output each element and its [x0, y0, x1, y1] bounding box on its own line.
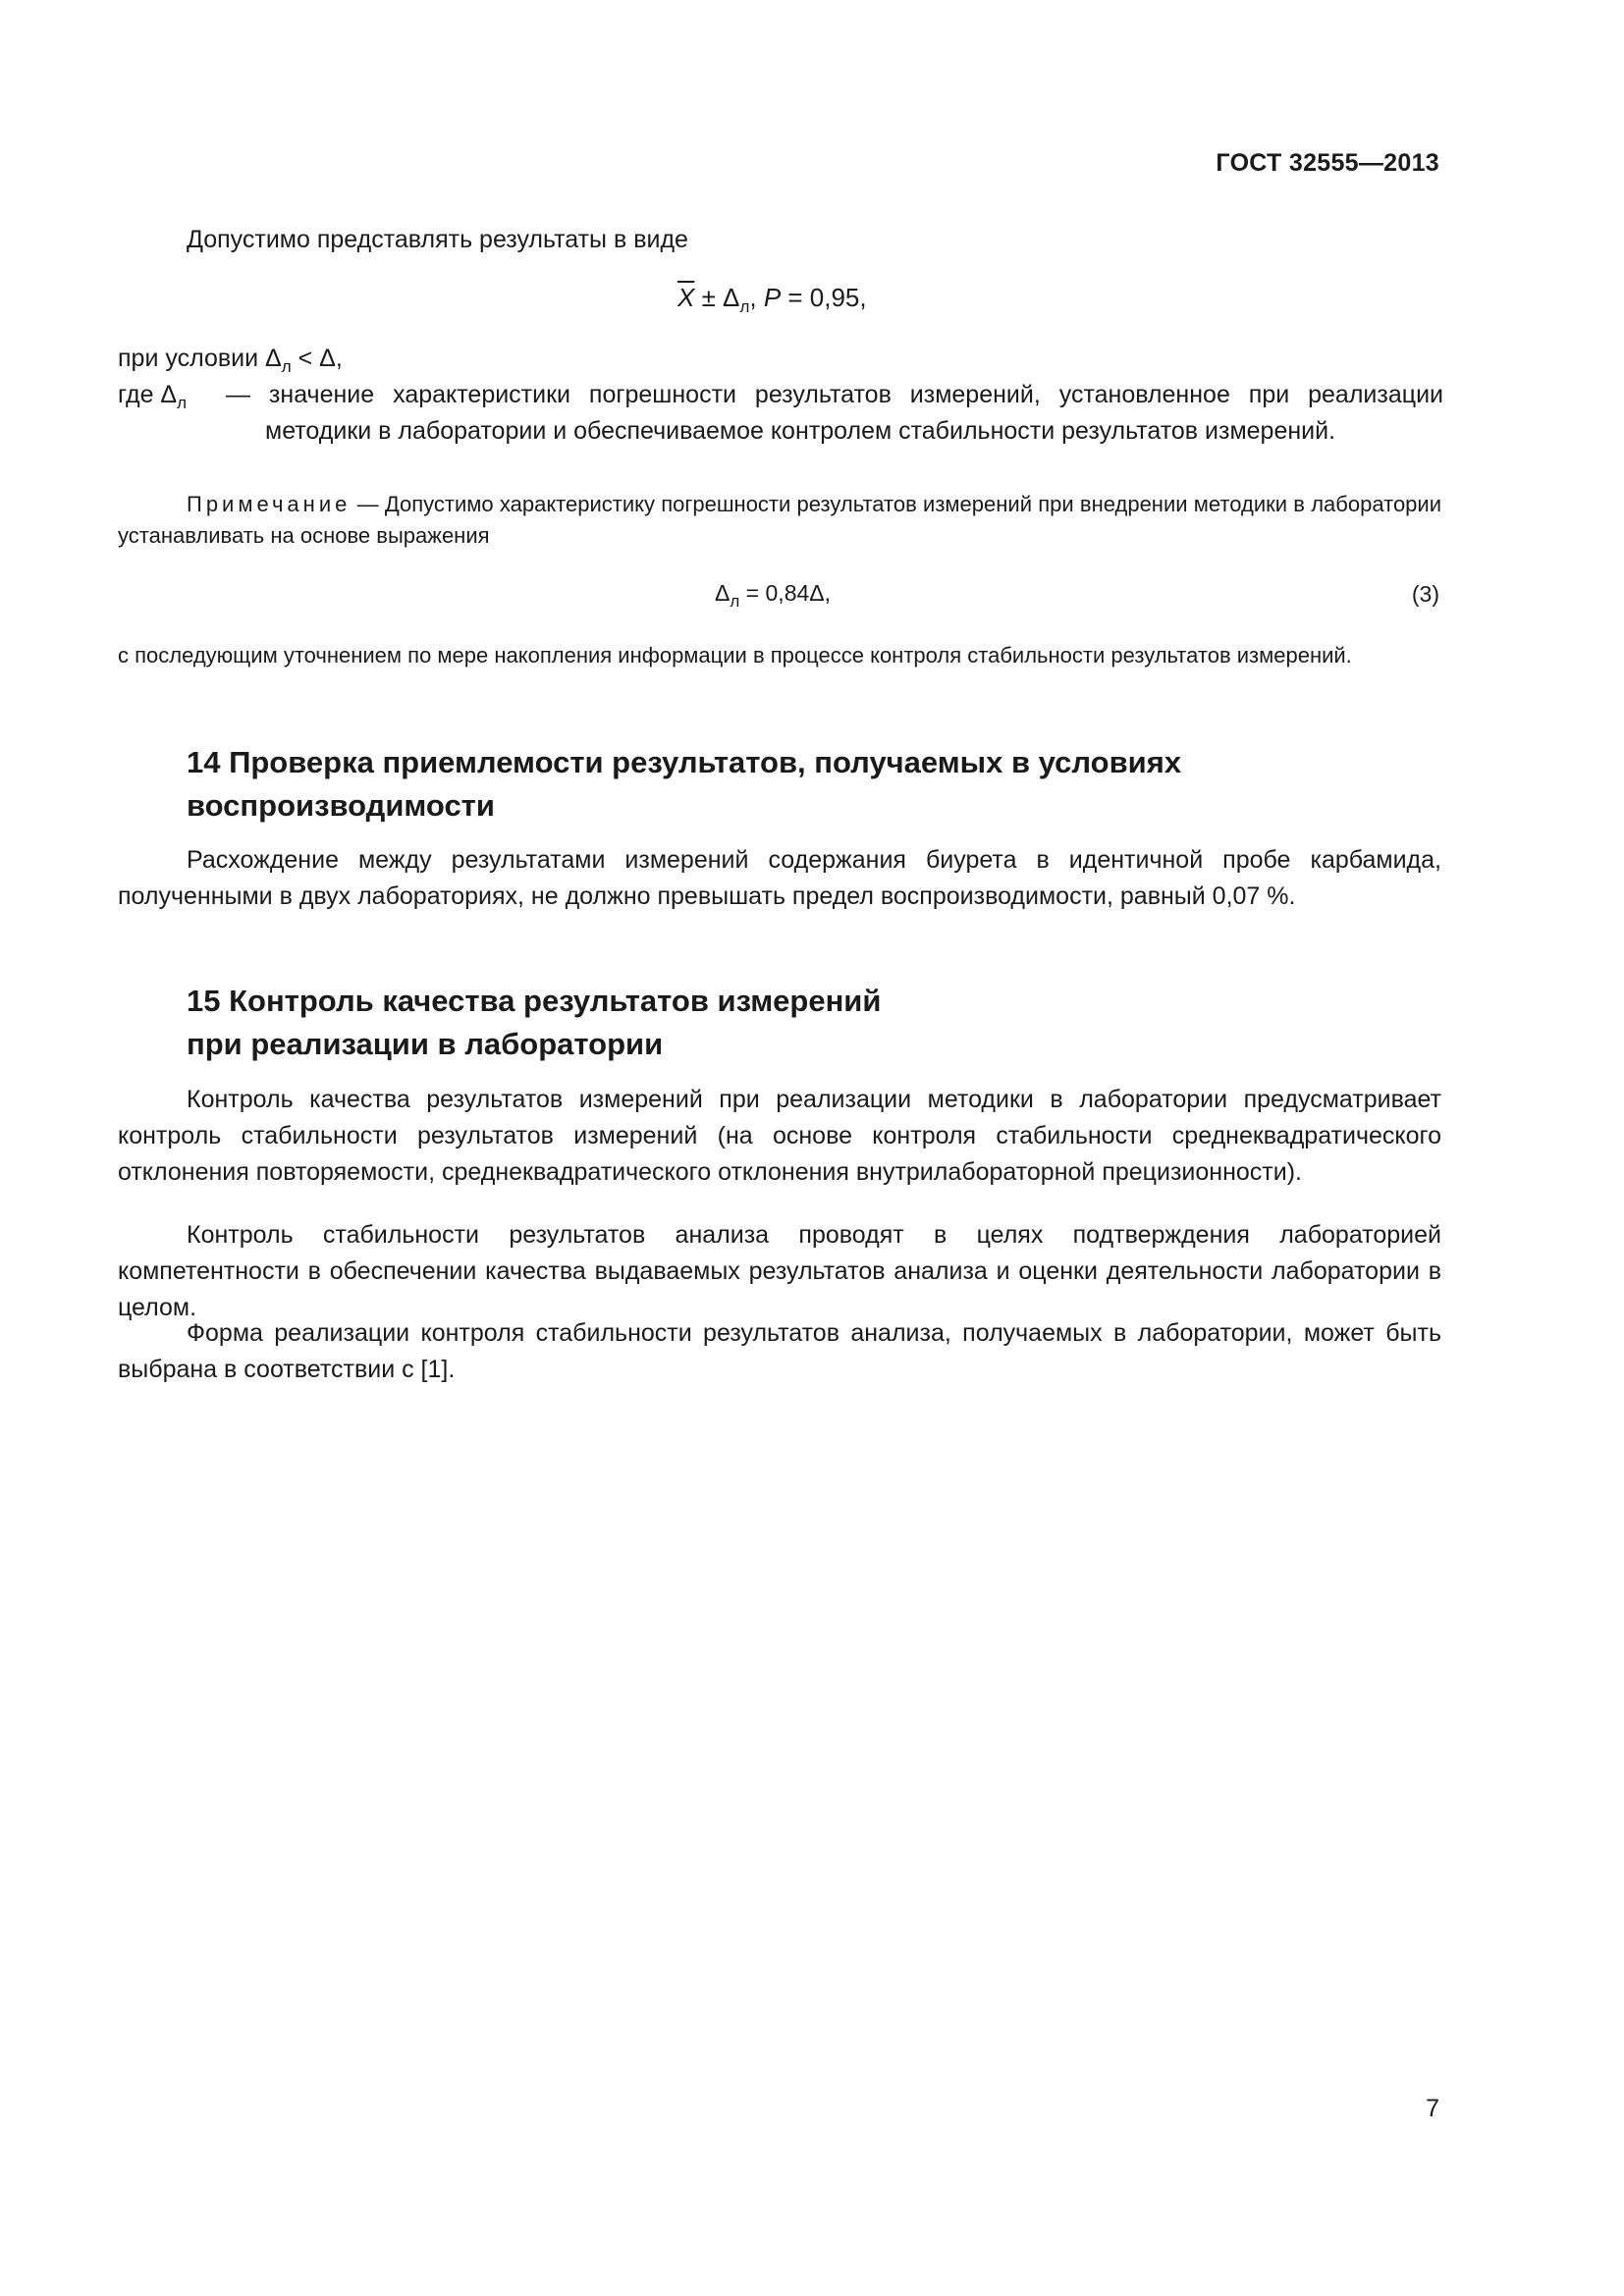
- formula-p: P: [763, 283, 782, 312]
- formula-comma: ,: [749, 283, 764, 312]
- section-15-paragraph-2: Контроль стабильности результатов анализа проводят в целях подтверждения лабораторией компетентности в обеспечении качества выдаваемых результатов анализа и оценки деятельности лаборатории в целом.: [118, 1221, 1441, 1321]
- equation-number: (3): [1411, 581, 1439, 607]
- note-text: — Допустимо характеристику погрешности результатов измерений при внедрении методики в лаборатории устанавливать на основе выражения: [118, 492, 1441, 548]
- note-tail: с последующим уточнением по мере накопления информации в процессе контроля стабильности результатов измерений.: [118, 643, 1352, 667]
- formula-x-mean: $\overline{X}$: [677, 283, 695, 312]
- condition-sub: л: [281, 357, 292, 376]
- note-label: Примечание: [187, 492, 352, 516]
- section-14-title: 14 Проверка приемлемости результатов, получаемых в условиях воспроизводимости: [187, 745, 1182, 823]
- condition-prefix: при условии Δ: [118, 345, 282, 372]
- intro-line: Допустимо представлять результаты в виде: [187, 226, 688, 253]
- result-formula: [677, 283, 867, 317]
- formula-pm: ± Δ: [694, 283, 740, 312]
- formula-sub: л: [739, 297, 750, 316]
- equation-3: $\Delta_л = 0,84\Delta$,: [715, 580, 832, 611]
- section-14-body: Расхождение между результатами измерений содержания биурета в идентичной пробе карбамида, полученными в двух лабораториях, не должно превышать предел воспроизводимости, равный 0,07 %.: [118, 846, 1441, 910]
- section-15-title: [187, 980, 1443, 1066]
- section-15-title-line1: 15 Контроль качества результатов измерений: [187, 984, 882, 1018]
- document-code: ГОСТ 32555—2013: [1216, 149, 1439, 177]
- formula-tail: = 0,95,: [781, 283, 867, 312]
- condition-suffix: < Δ,: [291, 345, 343, 372]
- where-text: — значение характеристики погрешности результатов измерений, установленное при реализации методики в лаборатории и обеспечиваемое контролем стабильности результатов измерений.: [226, 381, 1443, 445]
- where-label: где $\Delta_л$: [118, 381, 188, 412]
- section-15-paragraph-1: Контроль качества результатов измерений при реализации методики в лаборатории предусматривает контроль стабильности результатов измерений (на основе контроля стабильности среднеквадратического отклонения повторяемости, среднеквадратического отклонения внутрилабораторной прецизионности).: [118, 1086, 1441, 1186]
- section-15-paragraph-3: Форма реализации контроля стабильности результатов анализа, получаемых в лаборатории, может быть выбрана в соответствии с [1].: [118, 1319, 1441, 1383]
- page-number: 7: [1426, 2095, 1439, 2122]
- section-15-title-line2: при реализации в лаборатории: [187, 1027, 664, 1061]
- note-paragraph: [118, 489, 1441, 552]
